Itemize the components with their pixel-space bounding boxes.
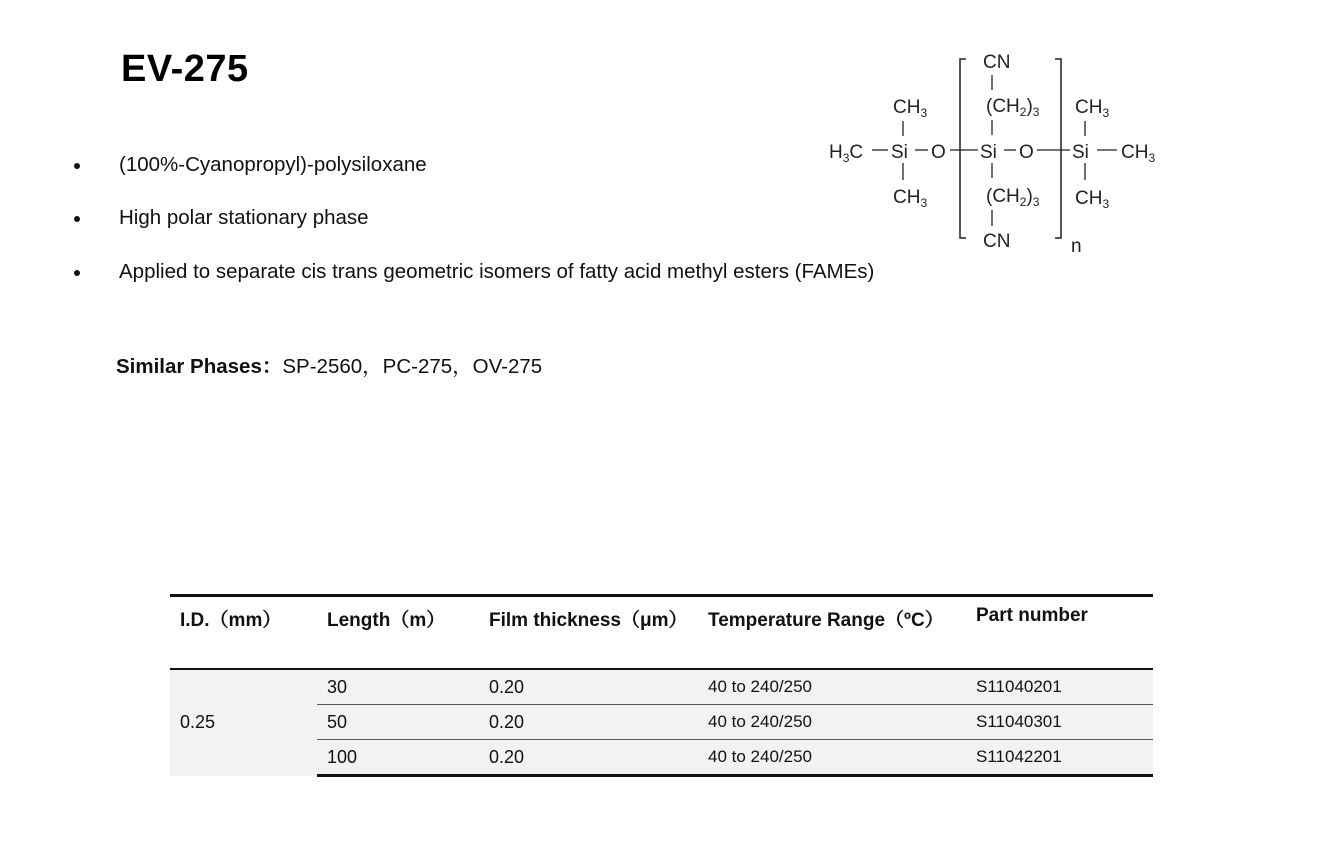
cn-bottom: CN [983, 231, 1011, 252]
cell-temp: 40 to 240/250 [698, 669, 966, 705]
similar-phases [116, 349, 542, 379]
header-part: Part number [966, 596, 1153, 670]
table-header-row [170, 596, 1153, 670]
product-title: EV-275 [121, 48, 249, 90]
ch3-top-left: $CH_3$ [893, 97, 928, 120]
ch3-top-right: $CH_3$ [1075, 97, 1110, 120]
h3c-group: $H_3C$ [829, 142, 864, 165]
ch2-chain-bottom: $(CH_2)_3$ [986, 186, 1040, 209]
feature-text: (100%-Cyanopropyl)-polysiloxane [119, 153, 427, 176]
si-right: Si [1072, 142, 1089, 163]
right-bracket [1055, 59, 1061, 238]
ch3-bottom-left: $CH_3$ [893, 187, 928, 210]
header-length: Length（m） [317, 596, 479, 670]
o-center: O [1019, 142, 1034, 163]
cell-length: 50 [317, 705, 479, 740]
left-bracket [960, 59, 966, 238]
header-temp: Temperature Range（ºC） [698, 596, 966, 670]
cell-film: 0.20 [479, 669, 698, 705]
cell-length: 100 [317, 740, 479, 776]
similar-phases-value: SP-2560，PC-275，OV-275 [282, 355, 543, 378]
repeat-n-label: n [1071, 236, 1082, 257]
specification-table [170, 594, 1153, 777]
cell-temp: 40 to 240/250 [698, 705, 966, 740]
similar-phases-label: Similar Phases： [116, 355, 283, 378]
cell-film: 0.20 [479, 705, 698, 740]
si-center: Si [980, 142, 997, 163]
cn-top: CN [983, 52, 1011, 73]
cell-part: S11040201 [966, 669, 1153, 705]
bullet-icon [74, 216, 80, 222]
table-row [170, 669, 1153, 705]
cell-length: 30 [317, 669, 479, 705]
cell-film: 0.20 [479, 740, 698, 776]
feature-text: Applied to separate cis trans geometric isomers of fatty acid methyl esters (FAMEs) [119, 260, 875, 283]
o-left: O [931, 142, 946, 163]
ch3-right: $CH_3$ [1121, 142, 1156, 165]
bullet-icon [74, 163, 80, 169]
table-row [170, 705, 1153, 740]
cell-part: S11040301 [966, 705, 1153, 740]
table-row [170, 740, 1153, 776]
ch3-bottom-right: $CH_3$ [1075, 188, 1110, 211]
bullet-icon [74, 270, 80, 276]
header-id: I.D.（mm） [170, 596, 317, 670]
cell-id: 0.25 [170, 669, 317, 776]
si-left: Si [891, 142, 908, 163]
header-film: Film thickness（μm） [479, 596, 698, 670]
ch2-chain-top: $(CH_2)_3$ [986, 96, 1040, 119]
feature-text: High polar stationary phase [119, 206, 369, 229]
cell-temp: 40 to 240/250 [698, 740, 966, 776]
chemical-structure-diagram [820, 44, 1170, 264]
cell-part: S11042201 [966, 740, 1153, 776]
